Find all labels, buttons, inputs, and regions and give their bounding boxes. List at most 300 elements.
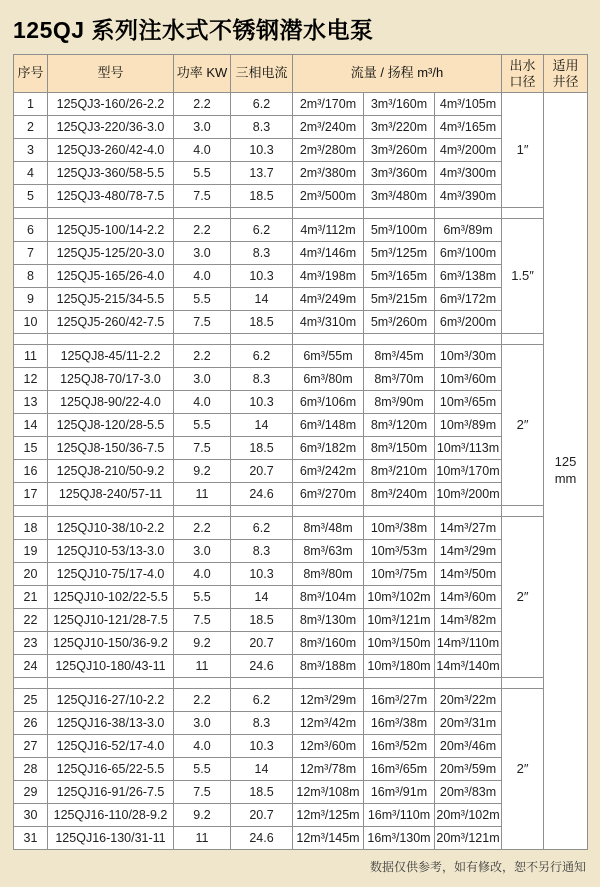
row-index-cell: 15 (14, 437, 48, 460)
flow-head-cell: 12m³/42m (293, 712, 364, 735)
outlet-diameter-cell: 2″ (502, 345, 544, 506)
flow-head-cell: 5m³/125m (364, 242, 435, 265)
flow-head-cell: 8m³/188m (293, 655, 364, 678)
flow-head-cell: 10m³/65m (435, 391, 502, 414)
separator-cell (231, 208, 293, 219)
group-separator-row (14, 334, 588, 345)
header-current: 三相电流 (231, 55, 293, 93)
row-index-cell: 5 (14, 185, 48, 208)
current-cell: 6.2 (231, 345, 293, 368)
table-row (14, 242, 588, 265)
model-cell: 125QJ8-240/57-11 (48, 483, 174, 506)
flow-head-cell: 16m³/65m (364, 758, 435, 781)
flow-head-cell: 10m³/38m (364, 517, 435, 540)
flow-head-cell: 20m³/83m (435, 781, 502, 804)
flow-head-cell: 2m³/280m (293, 139, 364, 162)
power-cell: 2.2 (174, 219, 231, 242)
model-cell: 125QJ16-52/17-4.0 (48, 735, 174, 758)
flow-head-cell: 4m³/105m (435, 93, 502, 116)
power-cell: 7.5 (174, 311, 231, 334)
power-cell: 4.0 (174, 735, 231, 758)
separator-cell (174, 678, 231, 689)
flow-head-cell: 16m³/91m (364, 781, 435, 804)
table-row (14, 219, 588, 242)
separator-cell (364, 678, 435, 689)
power-cell: 3.0 (174, 712, 231, 735)
current-cell: 14 (231, 758, 293, 781)
flow-head-cell: 8m³/160m (293, 632, 364, 655)
current-cell: 10.3 (231, 139, 293, 162)
flow-head-cell: 14m³/29m (435, 540, 502, 563)
separator-cell (435, 506, 502, 517)
table-row (14, 311, 588, 334)
separator-cell (231, 334, 293, 345)
flow-head-cell: 8m³/240m (364, 483, 435, 506)
flow-head-cell: 4m³/165m (435, 116, 502, 139)
separator-cell (364, 334, 435, 345)
current-cell: 20.7 (231, 460, 293, 483)
table-row (14, 563, 588, 586)
flow-head-cell: 8m³/104m (293, 586, 364, 609)
group-separator-row (14, 506, 588, 517)
model-cell: 125QJ10-180/43-11 (48, 655, 174, 678)
separator-cell (14, 506, 48, 517)
separator-cell (502, 208, 544, 219)
table-row (14, 345, 588, 368)
flow-head-cell: 16m³/110m (364, 804, 435, 827)
power-cell: 11 (174, 483, 231, 506)
flow-head-cell: 6m³/106m (293, 391, 364, 414)
power-cell: 7.5 (174, 185, 231, 208)
table-row (14, 116, 588, 139)
flow-head-cell: 4m³/146m (293, 242, 364, 265)
model-cell: 125QJ10-150/36-9.2 (48, 632, 174, 655)
current-cell: 10.3 (231, 265, 293, 288)
row-index-cell: 4 (14, 162, 48, 185)
row-index-cell: 29 (14, 781, 48, 804)
table-row (14, 609, 588, 632)
separator-cell (231, 506, 293, 517)
flow-head-cell: 20m³/22m (435, 689, 502, 712)
row-index-cell: 31 (14, 827, 48, 850)
flow-head-cell: 14m³/27m (435, 517, 502, 540)
current-cell: 10.3 (231, 563, 293, 586)
row-index-cell: 26 (14, 712, 48, 735)
row-index-cell: 27 (14, 735, 48, 758)
current-cell: 10.3 (231, 735, 293, 758)
separator-cell (293, 208, 364, 219)
flow-head-cell: 14m³/50m (435, 563, 502, 586)
power-cell: 5.5 (174, 758, 231, 781)
flow-head-cell: 16m³/38m (364, 712, 435, 735)
flow-head-cell: 8m³/120m (364, 414, 435, 437)
current-cell: 6.2 (231, 517, 293, 540)
table-row (14, 139, 588, 162)
flow-head-cell: 6m³/55m (293, 345, 364, 368)
table-row (14, 689, 588, 712)
flow-head-cell: 6m³/80m (293, 368, 364, 391)
current-cell: 8.3 (231, 540, 293, 563)
table-row (14, 517, 588, 540)
separator-cell (502, 334, 544, 345)
row-index-cell: 14 (14, 414, 48, 437)
power-cell: 4.0 (174, 139, 231, 162)
header-index: 序号 (14, 55, 48, 93)
flow-head-cell: 6m³/148m (293, 414, 364, 437)
separator-cell (435, 208, 502, 219)
flow-head-cell: 10m³/89m (435, 414, 502, 437)
footer-note: 数据仅供参考，如有修改，恕不另行通知 (369, 860, 586, 874)
pump-spec-table (13, 54, 588, 850)
model-cell: 125QJ3-160/26-2.2 (48, 93, 174, 116)
flow-head-cell: 8m³/90m (364, 391, 435, 414)
flow-head-cell: 3m³/220m (364, 116, 435, 139)
model-cell: 125QJ16-65/22-5.5 (48, 758, 174, 781)
flow-head-cell: 8m³/210m (364, 460, 435, 483)
current-cell: 18.5 (231, 185, 293, 208)
model-cell: 125QJ8-150/36-7.5 (48, 437, 174, 460)
current-cell: 14 (231, 288, 293, 311)
separator-cell (293, 334, 364, 345)
flow-head-cell: 4m³/390m (435, 185, 502, 208)
flow-head-cell: 10m³/150m (364, 632, 435, 655)
model-cell: 125QJ3-260/42-4.0 (48, 139, 174, 162)
current-cell: 20.7 (231, 804, 293, 827)
table-row (14, 437, 588, 460)
table-row (14, 368, 588, 391)
current-cell: 10.3 (231, 391, 293, 414)
model-cell: 125QJ5-260/42-7.5 (48, 311, 174, 334)
table-row (14, 758, 588, 781)
row-index-cell: 28 (14, 758, 48, 781)
table-row (14, 655, 588, 678)
flow-head-cell: 4m³/112m (293, 219, 364, 242)
table-row (14, 93, 588, 116)
current-cell: 14 (231, 414, 293, 437)
current-cell: 18.5 (231, 609, 293, 632)
flow-head-cell: 8m³/48m (293, 517, 364, 540)
model-cell: 125QJ10-38/10-2.2 (48, 517, 174, 540)
separator-cell (174, 334, 231, 345)
power-cell: 3.0 (174, 242, 231, 265)
row-index-cell: 17 (14, 483, 48, 506)
model-cell: 125QJ16-27/10-2.2 (48, 689, 174, 712)
table-body (14, 93, 588, 850)
row-index-cell: 25 (14, 689, 48, 712)
row-index-cell: 16 (14, 460, 48, 483)
model-cell: 125QJ5-125/20-3.0 (48, 242, 174, 265)
flow-head-cell: 6m³/182m (293, 437, 364, 460)
model-cell: 125QJ16-130/31-11 (48, 827, 174, 850)
flow-head-cell: 10m³/200m (435, 483, 502, 506)
flow-head-cell: 4m³/198m (293, 265, 364, 288)
current-cell: 20.7 (231, 632, 293, 655)
separator-cell (364, 506, 435, 517)
power-cell: 2.2 (174, 689, 231, 712)
current-cell: 8.3 (231, 242, 293, 265)
flow-head-cell: 6m³/242m (293, 460, 364, 483)
current-cell: 13.7 (231, 162, 293, 185)
power-cell: 11 (174, 827, 231, 850)
flow-head-cell: 6m³/100m (435, 242, 502, 265)
model-cell: 125QJ5-215/34-5.5 (48, 288, 174, 311)
flow-head-cell: 20m³/102m (435, 804, 502, 827)
table-row (14, 712, 588, 735)
model-cell: 125QJ10-121/28-7.5 (48, 609, 174, 632)
flow-head-cell: 8m³/70m (364, 368, 435, 391)
power-cell: 5.5 (174, 586, 231, 609)
row-index-cell: 18 (14, 517, 48, 540)
flow-head-cell: 3m³/260m (364, 139, 435, 162)
power-cell: 3.0 (174, 116, 231, 139)
table-row (14, 827, 588, 850)
model-cell: 125QJ8-210/50-9.2 (48, 460, 174, 483)
header-outlet-label: 出水口径 (509, 57, 536, 89)
current-cell: 6.2 (231, 689, 293, 712)
flow-head-cell: 4m³/300m (435, 162, 502, 185)
flow-head-cell: 3m³/360m (364, 162, 435, 185)
header-row (14, 55, 588, 93)
header-flow-head: 流量 / 扬程 m³/h (293, 55, 502, 93)
flow-head-cell: 14m³/82m (435, 609, 502, 632)
outlet-diameter-cell: 1″ (502, 93, 544, 208)
row-index-cell: 9 (14, 288, 48, 311)
separator-cell (48, 334, 174, 345)
separator-cell (293, 506, 364, 517)
row-index-cell: 7 (14, 242, 48, 265)
well-diameter-value: 125 mm (554, 454, 577, 486)
flow-head-cell: 6m³/138m (435, 265, 502, 288)
separator-cell (174, 506, 231, 517)
flow-head-cell: 5m³/100m (364, 219, 435, 242)
separator-cell (502, 506, 544, 517)
power-cell: 4.0 (174, 391, 231, 414)
flow-head-cell: 16m³/52m (364, 735, 435, 758)
flow-head-cell: 10m³/102m (364, 586, 435, 609)
separator-cell (14, 334, 48, 345)
current-cell: 8.3 (231, 368, 293, 391)
flow-head-cell: 10m³/53m (364, 540, 435, 563)
power-cell: 5.5 (174, 162, 231, 185)
flow-head-cell: 16m³/27m (364, 689, 435, 712)
separator-cell (435, 678, 502, 689)
flow-head-cell: 4m³/200m (435, 139, 502, 162)
power-cell: 5.5 (174, 414, 231, 437)
current-cell: 8.3 (231, 712, 293, 735)
flow-head-cell: 8m³/63m (293, 540, 364, 563)
flow-head-cell: 12m³/29m (293, 689, 364, 712)
flow-head-cell: 12m³/60m (293, 735, 364, 758)
flow-head-cell: 5m³/260m (364, 311, 435, 334)
flow-head-cell: 6m³/270m (293, 483, 364, 506)
row-index-cell: 20 (14, 563, 48, 586)
power-cell: 4.0 (174, 563, 231, 586)
model-cell: 125QJ8-70/17-3.0 (48, 368, 174, 391)
flow-head-cell: 16m³/130m (364, 827, 435, 850)
flow-head-cell: 12m³/125m (293, 804, 364, 827)
row-index-cell: 24 (14, 655, 48, 678)
model-cell: 125QJ5-100/14-2.2 (48, 219, 174, 242)
separator-cell (48, 506, 174, 517)
outlet-diameter-cell: 2″ (502, 689, 544, 850)
model-cell: 125QJ16-38/13-3.0 (48, 712, 174, 735)
flow-head-cell: 10m³/75m (364, 563, 435, 586)
row-index-cell: 1 (14, 93, 48, 116)
flow-head-cell: 12m³/108m (293, 781, 364, 804)
row-index-cell: 10 (14, 311, 48, 334)
flow-head-cell: 10m³/60m (435, 368, 502, 391)
table-row (14, 586, 588, 609)
current-cell: 8.3 (231, 116, 293, 139)
table-row (14, 391, 588, 414)
model-cell: 125QJ3-360/58-5.5 (48, 162, 174, 185)
flow-head-cell: 5m³/165m (364, 265, 435, 288)
flow-head-cell: 4m³/249m (293, 288, 364, 311)
flow-head-cell: 5m³/215m (364, 288, 435, 311)
flow-head-cell: 2m³/240m (293, 116, 364, 139)
model-cell: 125QJ8-45/11-2.2 (48, 345, 174, 368)
table-row (14, 781, 588, 804)
power-cell: 9.2 (174, 804, 231, 827)
group-separator-row (14, 208, 588, 219)
row-index-cell: 12 (14, 368, 48, 391)
outlet-diameter-cell: 1.5″ (502, 219, 544, 334)
model-cell: 125QJ10-53/13-3.0 (48, 540, 174, 563)
row-index-cell: 23 (14, 632, 48, 655)
table-header (14, 55, 588, 93)
flow-head-cell: 2m³/500m (293, 185, 364, 208)
well-diameter-cell (544, 93, 588, 850)
current-cell: 6.2 (231, 219, 293, 242)
row-index-cell: 6 (14, 219, 48, 242)
model-cell: 125QJ5-165/26-4.0 (48, 265, 174, 288)
row-index-cell: 30 (14, 804, 48, 827)
flow-head-cell: 8m³/45m (364, 345, 435, 368)
row-index-cell: 22 (14, 609, 48, 632)
power-cell: 2.2 (174, 345, 231, 368)
group-separator-row (14, 678, 588, 689)
power-cell: 7.5 (174, 609, 231, 632)
flow-head-cell: 8m³/130m (293, 609, 364, 632)
flow-head-cell: 14m³/110m (435, 632, 502, 655)
row-index-cell: 11 (14, 345, 48, 368)
header-power: 功率 KW (174, 55, 231, 93)
power-cell: 3.0 (174, 368, 231, 391)
power-cell: 4.0 (174, 265, 231, 288)
flow-head-cell: 10m³/30m (435, 345, 502, 368)
separator-cell (435, 334, 502, 345)
row-index-cell: 3 (14, 139, 48, 162)
table-row (14, 483, 588, 506)
flow-head-cell: 10m³/113m (435, 437, 502, 460)
table-row (14, 804, 588, 827)
flow-head-cell: 20m³/46m (435, 735, 502, 758)
row-index-cell: 19 (14, 540, 48, 563)
separator-cell (364, 208, 435, 219)
separator-cell (48, 678, 174, 689)
current-cell: 24.6 (231, 655, 293, 678)
power-cell: 3.0 (174, 540, 231, 563)
header-model: 型号 (48, 55, 174, 93)
model-cell: 125QJ8-90/22-4.0 (48, 391, 174, 414)
model-cell: 125QJ10-75/17-4.0 (48, 563, 174, 586)
flow-head-cell: 6m³/200m (435, 311, 502, 334)
model-cell: 125QJ8-120/28-5.5 (48, 414, 174, 437)
page-title: 125QJ 系列注水式不锈钢潜水电泵 (13, 17, 374, 43)
flow-head-cell: 4m³/310m (293, 311, 364, 334)
current-cell: 24.6 (231, 827, 293, 850)
flow-head-cell: 12m³/78m (293, 758, 364, 781)
flow-head-cell: 20m³/121m (435, 827, 502, 850)
flow-head-cell: 2m³/170m (293, 93, 364, 116)
model-cell: 125QJ16-91/26-7.5 (48, 781, 174, 804)
current-cell: 6.2 (231, 93, 293, 116)
table-row (14, 540, 588, 563)
separator-cell (293, 678, 364, 689)
table-row (14, 265, 588, 288)
power-cell: 7.5 (174, 781, 231, 804)
flow-head-cell: 2m³/380m (293, 162, 364, 185)
row-index-cell: 2 (14, 116, 48, 139)
power-cell: 2.2 (174, 93, 231, 116)
header-well-diameter (544, 55, 588, 93)
flow-head-cell: 6m³/172m (435, 288, 502, 311)
separator-cell (174, 208, 231, 219)
table-row (14, 414, 588, 437)
table-row (14, 288, 588, 311)
power-cell: 9.2 (174, 632, 231, 655)
table-row (14, 162, 588, 185)
model-cell: 125QJ3-220/36-3.0 (48, 116, 174, 139)
flow-head-cell: 8m³/150m (364, 437, 435, 460)
flow-head-cell: 20m³/59m (435, 758, 502, 781)
flow-head-cell: 6m³/89m (435, 219, 502, 242)
flow-head-cell: 12m³/145m (293, 827, 364, 850)
row-index-cell: 8 (14, 265, 48, 288)
current-cell: 18.5 (231, 437, 293, 460)
flow-head-cell: 3m³/160m (364, 93, 435, 116)
separator-cell (502, 678, 544, 689)
flow-head-cell: 10m³/180m (364, 655, 435, 678)
row-index-cell: 13 (14, 391, 48, 414)
current-cell: 18.5 (231, 781, 293, 804)
power-cell: 11 (174, 655, 231, 678)
current-cell: 14 (231, 586, 293, 609)
outlet-diameter-cell: 2″ (502, 517, 544, 678)
table-row (14, 185, 588, 208)
model-cell: 125QJ10-102/22-5.5 (48, 586, 174, 609)
table-row (14, 735, 588, 758)
current-cell: 18.5 (231, 311, 293, 334)
power-cell: 5.5 (174, 288, 231, 311)
model-cell: 125QJ16-110/28-9.2 (48, 804, 174, 827)
power-cell: 9.2 (174, 460, 231, 483)
current-cell: 24.6 (231, 483, 293, 506)
table-row (14, 460, 588, 483)
flow-head-cell: 10m³/121m (364, 609, 435, 632)
flow-head-cell: 14m³/60m (435, 586, 502, 609)
power-cell: 7.5 (174, 437, 231, 460)
model-cell: 125QJ3-480/78-7.5 (48, 185, 174, 208)
table-row (14, 632, 588, 655)
flow-head-cell: 8m³/80m (293, 563, 364, 586)
separator-cell (48, 208, 174, 219)
header-well-label: 适用井径 (552, 57, 579, 89)
flow-head-cell: 20m³/31m (435, 712, 502, 735)
separator-cell (231, 678, 293, 689)
flow-head-cell: 10m³/170m (435, 460, 502, 483)
header-outlet-diameter (502, 55, 544, 93)
